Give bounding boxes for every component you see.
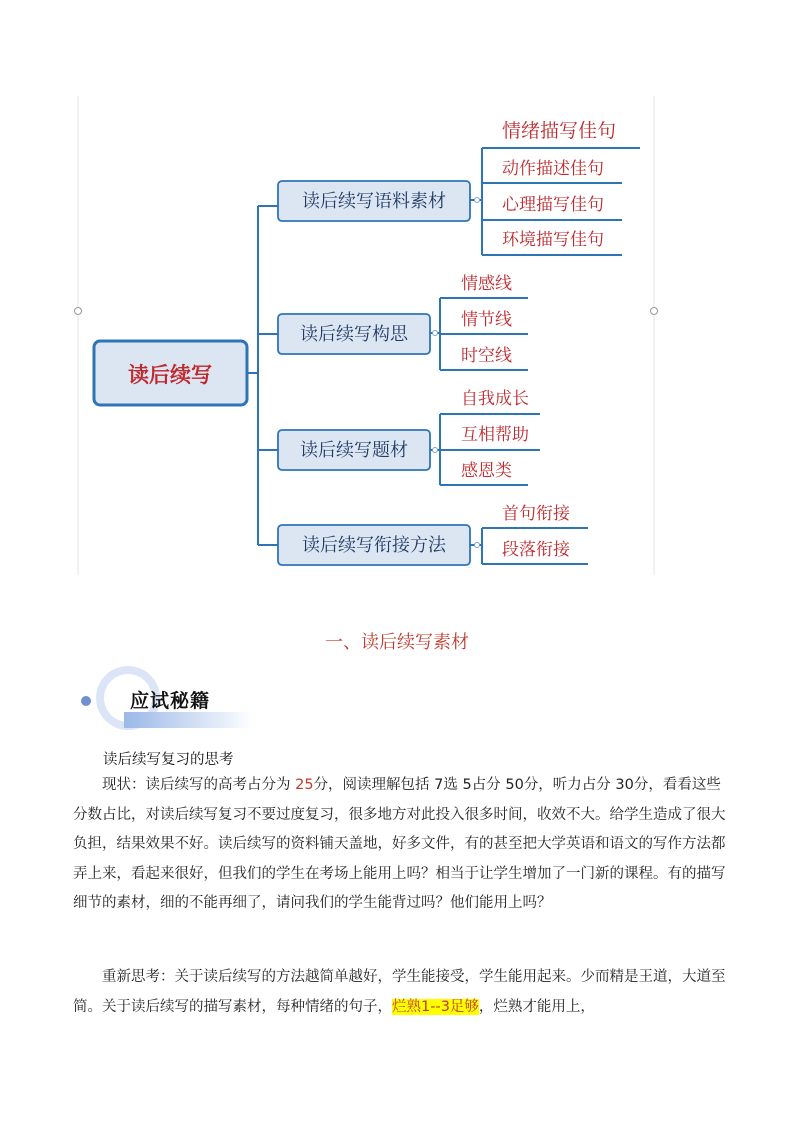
mindmap-root-label: 读后续写 (128, 363, 212, 387)
mindmap-branch-node[interactable] (278, 314, 430, 354)
mindmap-leaf[interactable]: 互相帮助 (461, 425, 529, 445)
frame-handle-right[interactable] (651, 308, 658, 315)
mindmap-root-node[interactable] (94, 341, 247, 405)
mindmap-branch-label: 读后续写题材 (300, 440, 408, 461)
frame-handle-left[interactable] (75, 308, 82, 315)
mindmap-branch-label: 读后续写语料素材 (302, 191, 446, 212)
mindmap-branch-node[interactable] (278, 525, 470, 565)
mindmap-leaf[interactable]: 环境描写佳句 (502, 230, 604, 250)
mindmap-branch-label: 读后续写衔接方法 (302, 535, 446, 556)
mindmap-leaf[interactable]: 情绪描写佳句 (502, 120, 617, 142)
mindmap-leaf[interactable]: 时空线 (461, 346, 512, 366)
mindmap-branch-label: 读后续写构思 (300, 324, 408, 345)
paragraph-heading: 读后续写复习的思考 (103, 752, 234, 768)
mindmap-leaf[interactable]: 动作描述佳句 (502, 159, 604, 179)
paragraph-status: 现状：读后续写的高考占分为 25分，阅读理解包括 7选 5占分 50分，听力占分 30分，看看这些分数占比，对读后续写复习不要过度复习，很多地方对此投入很多时间，收效不大。给学生造成了很大负担，结果效果不好。读后续写的资料铺天盖地，好多文件，有的甚至把大学英语和语文的写作方法都弄上来，看起来很好，但我们的学生在考场上能用上吗？相当于让学生增加了一门新的课程。有的描写细节的素材，细的不能再细了，请问我们的学生能背过吗？他们能用上吗？ (73, 777, 726, 911)
mindmap-leaf[interactable]: 感恩类 (461, 461, 512, 481)
mindmap-leaf[interactable]: 段落衔接 (502, 540, 570, 560)
mindmap-leaf[interactable]: 情感线 (461, 274, 512, 294)
mindmap-branch-node[interactable] (278, 181, 470, 221)
mindmap-leaf[interactable]: 自我成长 (461, 389, 529, 409)
section-title: 一、读后续写素材 (325, 632, 469, 653)
mindmap-leaf[interactable]: 情节线 (461, 310, 512, 330)
mindmap-leaf[interactable]: 首句衔接 (502, 504, 570, 524)
mindmap-branch-node[interactable] (278, 430, 430, 470)
banner-title: 应试秘籍 (130, 690, 211, 712)
mindmap-leaf[interactable]: 心理描写佳句 (502, 195, 604, 215)
paragraph-rethink: 重新思考：关于读后续写的方法越简单越好，学生能接受，学生能用起来。少而精是王道，大道至简。关于读后续写的描写素材，每种情绪的句子，烂熟1--3足够，烂熟才能用上， (73, 969, 726, 1015)
